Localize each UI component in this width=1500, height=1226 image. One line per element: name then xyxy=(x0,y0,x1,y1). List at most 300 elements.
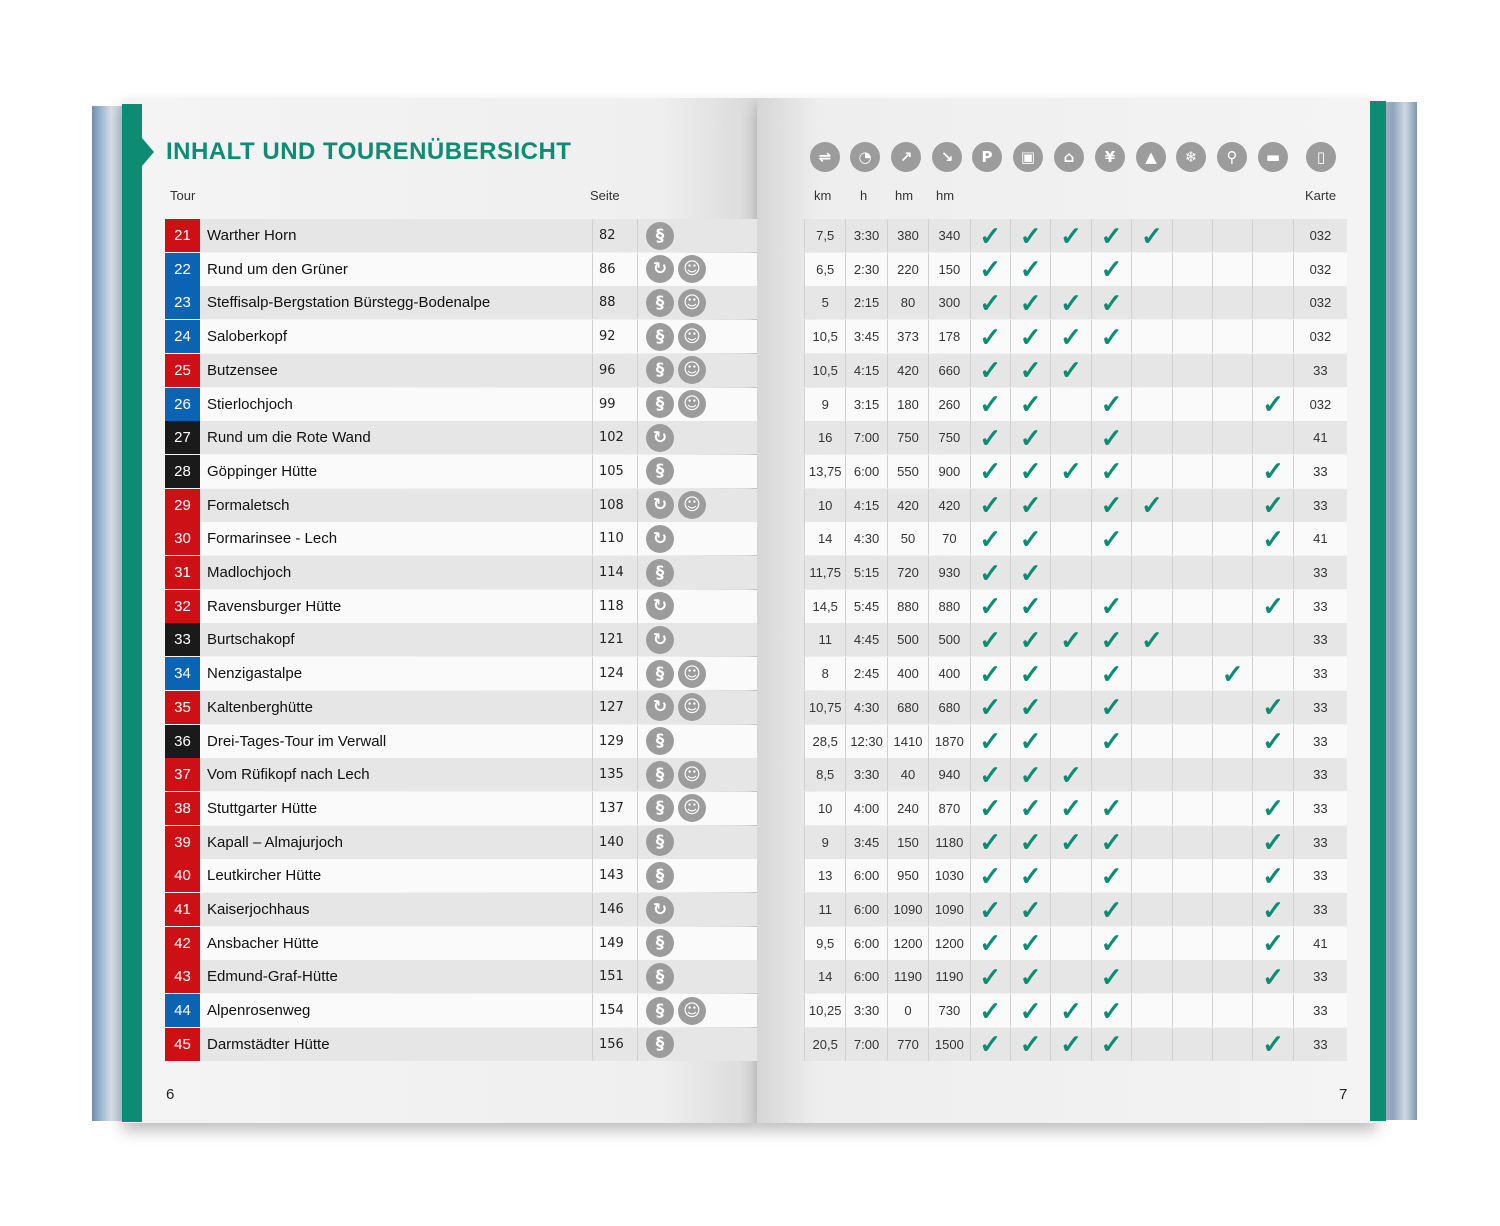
cell-restaurant xyxy=(1091,286,1131,319)
cell-h: 4:30 xyxy=(845,522,886,555)
cell-up: 150 xyxy=(887,826,928,859)
cell-winter xyxy=(1172,758,1212,791)
tour-number: 25 xyxy=(165,354,200,387)
cell-bed xyxy=(1252,859,1292,892)
table-row-right xyxy=(804,758,1347,791)
cell-karte: 33 xyxy=(1293,1028,1347,1061)
tour-icons xyxy=(637,354,720,387)
tour-icons xyxy=(637,286,720,319)
cell-bus xyxy=(1010,792,1050,825)
table-row xyxy=(165,388,757,421)
cell-bike xyxy=(1212,960,1252,993)
tour-page: 151 xyxy=(592,960,637,993)
table-row-right xyxy=(804,657,1347,690)
one-way-route-icon: § xyxy=(646,828,674,856)
cell-down: 150 xyxy=(928,253,969,286)
cell-bike xyxy=(1212,320,1252,353)
checkmark-icon: ✓ xyxy=(979,591,1002,622)
cell-winter xyxy=(1172,286,1212,319)
checkmark-icon: ✓ xyxy=(1140,220,1163,251)
checkmark-icon: ✓ xyxy=(1262,523,1284,554)
tour-icons xyxy=(637,758,720,791)
cell-bus xyxy=(1010,893,1050,926)
checkmark-icon: ✓ xyxy=(979,355,1002,386)
cell-down: 420 xyxy=(928,489,969,522)
tour-name: Warther Horn xyxy=(207,227,297,244)
cell-up: 380 xyxy=(887,219,928,252)
cell-karte: 33 xyxy=(1293,657,1347,690)
cell-bus xyxy=(1010,826,1050,859)
cell-bike xyxy=(1212,927,1252,960)
checkmark-icon: ✓ xyxy=(1019,692,1042,723)
tour-number: 28 xyxy=(165,455,200,488)
cell-restaurant xyxy=(1091,725,1131,758)
tour-number: 35 xyxy=(165,691,200,724)
cell-up: 1410 xyxy=(887,725,928,758)
cell-h: 6:00 xyxy=(845,960,886,993)
table-row-right xyxy=(804,354,1347,387)
checkmark-icon: ✓ xyxy=(1019,860,1042,891)
cell-karte: 33 xyxy=(1293,792,1347,825)
cell-km: 7,5 xyxy=(804,219,845,252)
tour-page: 135 xyxy=(592,758,637,791)
cell-winter xyxy=(1172,826,1212,859)
cell-bed xyxy=(1252,253,1292,286)
tour-page: 105 xyxy=(592,455,637,488)
cell-h: 3:45 xyxy=(845,320,886,353)
cell-h: 6:00 xyxy=(845,893,886,926)
cell-down: 900 xyxy=(928,455,969,488)
table-row-right xyxy=(804,859,1347,892)
cell-bus xyxy=(1010,354,1050,387)
checkmark-icon: ✓ xyxy=(1100,591,1123,622)
table-row-right xyxy=(804,522,1347,555)
cell-summit xyxy=(1131,927,1171,960)
cell-bike xyxy=(1212,522,1252,555)
cell-karte: 33 xyxy=(1293,489,1347,522)
cell-km: 6,5 xyxy=(804,253,845,286)
cell-parking xyxy=(970,253,1010,286)
tour-page: 88 xyxy=(592,286,637,319)
header-hm-up: hm xyxy=(895,188,914,203)
tour-number: 21 xyxy=(165,219,200,252)
cell-karte: 032 xyxy=(1293,253,1347,286)
cell-karte: 33 xyxy=(1293,826,1347,859)
cell-restaurant xyxy=(1091,1028,1131,1061)
checkmark-icon: ✓ xyxy=(1262,591,1284,622)
checkmark-icon: ✓ xyxy=(1019,254,1042,285)
checkmark-icon: ✓ xyxy=(979,321,1002,352)
checkmark-icon: ✓ xyxy=(1140,490,1163,521)
tour-icons xyxy=(637,489,720,522)
cell-km: 14 xyxy=(804,960,845,993)
tour-name: Stierlochjoch xyxy=(207,395,293,413)
cell-cable-car xyxy=(1050,388,1090,421)
cell-karte: 032 xyxy=(1293,320,1347,353)
bike-icon: ⚲ xyxy=(1217,142,1247,172)
table-row xyxy=(165,792,757,825)
tour-icons xyxy=(637,960,720,993)
checkmark-icon: ✓ xyxy=(1262,692,1284,723)
cell-karte: 33 xyxy=(1293,725,1347,758)
checkmark-icon: ✓ xyxy=(979,1029,1002,1060)
cell-bike xyxy=(1212,556,1252,589)
cell-summit xyxy=(1131,219,1171,252)
checkmark-icon: ✓ xyxy=(1019,961,1042,992)
cell-restaurant xyxy=(1091,253,1131,286)
cell-parking xyxy=(970,623,1010,656)
tour-icons xyxy=(637,623,720,656)
checkmark-icon: ✓ xyxy=(1100,287,1123,318)
cell-cable-car xyxy=(1050,927,1090,960)
winter-icon: ❄ xyxy=(1176,142,1206,172)
checkmark-icon: ✓ xyxy=(979,726,1002,756)
header-seite: Seite xyxy=(590,188,620,203)
checkmark-icon: ✓ xyxy=(1100,827,1123,858)
kids-bear-icon: ☺ xyxy=(678,693,706,721)
cell-winter xyxy=(1172,691,1212,724)
descent-icon: ↘ xyxy=(932,142,962,172)
checkmark-icon: ✓ xyxy=(979,523,1002,554)
checkmark-icon: ✓ xyxy=(1221,658,1244,689)
cell-bus xyxy=(1010,927,1050,960)
cell-parking xyxy=(970,893,1010,926)
checkmark-icon: ✓ xyxy=(1100,658,1123,689)
cell-summit xyxy=(1131,320,1171,353)
tour-page: 137 xyxy=(592,792,637,825)
cell-km: 11 xyxy=(804,623,845,656)
cell-up: 950 xyxy=(887,859,928,892)
cell-cable-car xyxy=(1050,522,1090,555)
tour-name: Leutkircher Hütte xyxy=(207,867,322,885)
cell-bus xyxy=(1010,725,1050,758)
cell-bus xyxy=(1010,455,1050,488)
one-way-route-icon: § xyxy=(646,559,674,587)
cell-summit xyxy=(1131,489,1171,522)
checkmark-icon: ✓ xyxy=(1100,254,1123,285)
cell-parking xyxy=(970,657,1010,690)
checkmark-icon: ✓ xyxy=(1100,894,1123,925)
parking-icon: P xyxy=(972,142,1002,172)
tour-name: Darmstädter Hütte xyxy=(207,1035,330,1053)
table-row xyxy=(165,590,757,623)
checkmark-icon: ✓ xyxy=(1100,220,1123,251)
cell-parking xyxy=(970,320,1010,353)
bed-icon: ▬ xyxy=(1258,142,1288,172)
cell-h: 6:00 xyxy=(845,455,886,488)
checkmark-icon: ✓ xyxy=(979,658,1002,689)
header-h: h xyxy=(860,188,868,203)
cell-down: 940 xyxy=(928,758,969,791)
table-row xyxy=(165,354,757,387)
cell-down: 260 xyxy=(928,388,969,421)
cell-bed xyxy=(1252,691,1292,724)
checkmark-icon: ✓ xyxy=(1100,860,1123,891)
checkmark-icon: ✓ xyxy=(1262,860,1284,891)
one-way-route-icon: § xyxy=(646,323,674,351)
table-row xyxy=(165,691,757,724)
cell-bed xyxy=(1252,354,1292,387)
tour-number: 32 xyxy=(165,590,200,623)
tour-icons xyxy=(637,927,720,960)
tour-number: 44 xyxy=(165,994,200,1027)
tour-icons xyxy=(637,893,720,926)
table-row-right xyxy=(804,725,1347,758)
cell-restaurant xyxy=(1091,354,1131,387)
tour-icons xyxy=(637,691,720,724)
tour-number: 37 xyxy=(165,758,200,791)
kids-bear-icon: ☺ xyxy=(678,997,706,1025)
kids-bear-icon: ☺ xyxy=(678,660,706,688)
cell-km: 9 xyxy=(804,826,845,859)
cell-up: 0 xyxy=(887,994,928,1027)
tour-page: 121 xyxy=(592,623,637,656)
cell-bed xyxy=(1252,320,1292,353)
cell-karte: 33 xyxy=(1293,354,1347,387)
checkmark-icon: ✓ xyxy=(979,220,1002,251)
cell-summit xyxy=(1131,691,1171,724)
cell-down: 660 xyxy=(928,354,969,387)
cell-cable-car xyxy=(1050,489,1090,522)
tour-name: Rund um die Rote Wand xyxy=(207,429,371,447)
tour-icons xyxy=(637,994,720,1027)
tour-icons xyxy=(637,725,720,758)
checkmark-icon: ✓ xyxy=(1019,759,1042,790)
cell-cable-car xyxy=(1050,792,1090,825)
cell-summit xyxy=(1131,960,1171,993)
title-arrow-icon xyxy=(142,138,154,166)
tour-page: 86 xyxy=(592,253,637,286)
cell-restaurant xyxy=(1091,893,1131,926)
checkmark-icon: ✓ xyxy=(1019,827,1042,858)
tour-page: 149 xyxy=(592,927,637,960)
cell-restaurant xyxy=(1091,792,1131,825)
cell-karte: 33 xyxy=(1293,691,1347,724)
cell-bed xyxy=(1252,758,1292,791)
cell-bus xyxy=(1010,590,1050,623)
loop-route-icon: ↻ xyxy=(646,896,674,924)
cell-km: 10,25 xyxy=(804,994,845,1027)
cell-up: 880 xyxy=(887,590,928,623)
checkmark-icon: ✓ xyxy=(1060,759,1082,790)
cell-restaurant xyxy=(1091,826,1131,859)
cell-bed xyxy=(1252,994,1292,1027)
cell-karte: 33 xyxy=(1293,960,1347,993)
cell-km: 16 xyxy=(804,421,845,454)
loop-route-icon: ↻ xyxy=(646,255,674,283)
cell-restaurant xyxy=(1091,758,1131,791)
checkmark-icon: ✓ xyxy=(1019,793,1042,824)
cell-down: 1030 xyxy=(928,859,969,892)
loop-route-icon: ↻ xyxy=(646,626,674,654)
tour-icons xyxy=(637,522,720,555)
page-number-right: 7 xyxy=(1339,1086,1348,1103)
checkmark-icon: ✓ xyxy=(1060,287,1082,318)
cell-km: 10,75 xyxy=(804,691,845,724)
table-row-right xyxy=(804,219,1347,252)
checkmark-icon: ✓ xyxy=(979,287,1002,318)
tour-page: 124 xyxy=(592,657,637,690)
cell-karte: 33 xyxy=(1293,455,1347,488)
checkmark-icon: ✓ xyxy=(1100,490,1123,521)
cell-restaurant xyxy=(1091,219,1131,252)
cell-km: 13 xyxy=(804,859,845,892)
tour-icons xyxy=(637,859,720,892)
kids-bear-icon: ☺ xyxy=(678,794,706,822)
cell-up: 1090 xyxy=(887,893,928,926)
tour-page: 156 xyxy=(592,1028,637,1061)
table-row xyxy=(165,489,757,522)
tour-page: 96 xyxy=(592,354,637,387)
cell-bed xyxy=(1252,556,1292,589)
checkmark-icon: ✓ xyxy=(1019,995,1042,1026)
cell-up: 240 xyxy=(887,792,928,825)
cell-h: 7:00 xyxy=(845,421,886,454)
cell-parking xyxy=(970,725,1010,758)
cell-up: 50 xyxy=(887,522,928,555)
checkmark-icon: ✓ xyxy=(1100,389,1123,419)
cell-down: 880 xyxy=(928,590,969,623)
cell-karte: 032 xyxy=(1293,219,1347,252)
cell-cable-car xyxy=(1050,725,1090,758)
kids-bear-icon: ☺ xyxy=(678,491,706,519)
tour-page: 129 xyxy=(592,725,637,758)
cell-up: 1190 xyxy=(887,960,928,993)
cell-summit xyxy=(1131,859,1171,892)
cell-karte: 41 xyxy=(1293,927,1347,960)
cell-down: 70 xyxy=(928,522,969,555)
cell-down: 1190 xyxy=(928,960,969,993)
table-row xyxy=(165,994,757,1027)
checkmark-icon: ✓ xyxy=(1262,726,1284,756)
cell-summit xyxy=(1131,354,1171,387)
cell-winter xyxy=(1172,792,1212,825)
cell-bike xyxy=(1212,455,1252,488)
checkmark-icon: ✓ xyxy=(1060,456,1082,487)
map-icon: ▯ xyxy=(1306,142,1336,172)
checkmark-icon: ✓ xyxy=(1019,389,1042,419)
one-way-route-icon: § xyxy=(646,356,674,384)
tour-icons xyxy=(637,826,720,859)
cell-bike xyxy=(1212,1028,1252,1061)
checkmark-icon: ✓ xyxy=(1060,624,1082,655)
cell-bike xyxy=(1212,657,1252,690)
kids-bear-icon: ☺ xyxy=(678,255,706,283)
tour-number: 23 xyxy=(165,286,200,319)
cell-bus xyxy=(1010,320,1050,353)
cell-karte: 33 xyxy=(1293,556,1347,589)
checkmark-icon: ✓ xyxy=(979,928,1002,959)
checkmark-icon: ✓ xyxy=(1262,490,1284,521)
checkmark-icon: ✓ xyxy=(979,961,1002,992)
tour-number: 45 xyxy=(165,1028,200,1061)
cell-bus xyxy=(1010,489,1050,522)
table-row-right xyxy=(804,960,1347,993)
table-row xyxy=(165,859,757,892)
checkmark-icon: ✓ xyxy=(1060,220,1082,251)
checkmark-icon: ✓ xyxy=(979,456,1002,487)
checkmark-icon: ✓ xyxy=(1100,961,1123,992)
checkmark-icon: ✓ xyxy=(979,894,1002,925)
one-way-route-icon: § xyxy=(646,963,674,991)
cell-restaurant xyxy=(1091,320,1131,353)
cell-parking xyxy=(970,927,1010,960)
tour-page: 108 xyxy=(592,489,637,522)
checkmark-icon: ✓ xyxy=(979,995,1002,1026)
cell-winter xyxy=(1172,556,1212,589)
cell-winter xyxy=(1172,590,1212,623)
tour-number: 24 xyxy=(165,320,200,353)
table-row-right xyxy=(804,927,1347,960)
table-row-right xyxy=(804,556,1347,589)
cell-bus xyxy=(1010,286,1050,319)
checkmark-icon: ✓ xyxy=(1019,624,1042,655)
tour-name: Ravensburger Hütte xyxy=(207,597,342,615)
cell-bus xyxy=(1010,960,1050,993)
checkmark-icon: ✓ xyxy=(1100,523,1123,554)
cell-parking xyxy=(970,792,1010,825)
clock-icon: ◔ xyxy=(850,142,880,172)
cell-summit xyxy=(1131,556,1171,589)
cell-karte: 33 xyxy=(1293,590,1347,623)
cell-bed xyxy=(1252,725,1292,758)
cell-up: 80 xyxy=(887,286,928,319)
cell-h: 4:30 xyxy=(845,691,886,724)
cell-bed xyxy=(1252,1028,1292,1061)
cell-h: 3:30 xyxy=(845,994,886,1027)
cell-winter xyxy=(1172,657,1212,690)
checkmark-icon: ✓ xyxy=(1100,1029,1123,1060)
cell-cable-car xyxy=(1050,1028,1090,1061)
cell-bike xyxy=(1212,792,1252,825)
tour-number: 27 xyxy=(165,421,200,454)
cell-cable-car xyxy=(1050,354,1090,387)
checkmark-icon: ✓ xyxy=(1019,422,1042,453)
cell-bus xyxy=(1010,522,1050,555)
tour-number: 39 xyxy=(165,826,200,859)
cell-karte: 032 xyxy=(1293,388,1347,421)
cell-parking xyxy=(970,489,1010,522)
cell-down: 1200 xyxy=(928,927,969,960)
table-row-right xyxy=(804,421,1347,454)
tour-icons xyxy=(637,657,720,690)
cell-winter xyxy=(1172,927,1212,960)
tour-name: Steffisalp-Bergstation Bürstegg-Bodenalpe xyxy=(207,294,491,312)
checkmark-icon: ✓ xyxy=(979,759,1002,790)
cell-down: 300 xyxy=(928,286,969,319)
cell-km: 9 xyxy=(804,388,845,421)
tour-page: 92 xyxy=(592,320,637,353)
cell-bike xyxy=(1212,826,1252,859)
cell-km: 10 xyxy=(804,792,845,825)
table-row xyxy=(165,657,757,690)
cell-down: 500 xyxy=(928,623,969,656)
cell-parking xyxy=(970,994,1010,1027)
table-row xyxy=(165,758,757,791)
checkmark-icon: ✓ xyxy=(1262,961,1284,992)
cell-cable-car xyxy=(1050,219,1090,252)
cell-h: 4:00 xyxy=(845,792,886,825)
checkmark-icon: ✓ xyxy=(1060,321,1082,352)
tour-icons xyxy=(637,1028,720,1061)
cell-down: 680 xyxy=(928,691,969,724)
table-row xyxy=(165,1028,757,1061)
cell-bike xyxy=(1212,893,1252,926)
cell-winter xyxy=(1172,1028,1212,1061)
cell-down: 400 xyxy=(928,657,969,690)
cell-cable-car xyxy=(1050,657,1090,690)
one-way-route-icon: § xyxy=(646,929,674,957)
